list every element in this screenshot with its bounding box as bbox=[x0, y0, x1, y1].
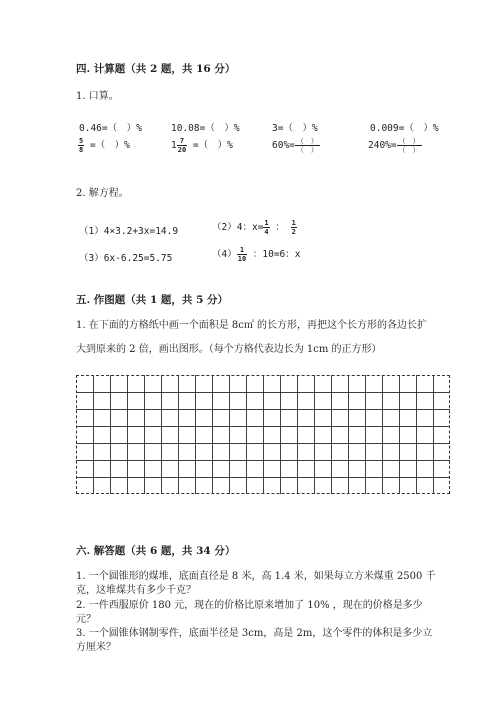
problem-2-line-1: 2. 一件西服原价 180 元，现在的价格比原来增加了 10% ，现在的价格是多少 bbox=[76, 600, 423, 611]
fraction: $\frac{7}{20}$ bbox=[177, 137, 187, 154]
equation-3: （3）6x-6.25=5.75 bbox=[79, 253, 173, 264]
equation-2: （2）4：x= $\frac{1}{4}$ ： $\frac{1}{2}$ bbox=[212, 219, 296, 236]
question-1-label: 1. 口算。 bbox=[76, 91, 119, 102]
oral-calc-item-2: 10.08=（ ）% bbox=[171, 123, 240, 134]
problem-2-line-2: 元？ bbox=[76, 614, 96, 625]
section-4-heading: 四. 计算题（共 2 题，共 16 分） bbox=[76, 63, 236, 75]
fraction-blank: $\frac{( )}{( )}$ bbox=[296, 137, 318, 154]
fraction-blank: $\frac{( )}{( )}$ bbox=[398, 137, 420, 154]
oral-calc-item-1: 0.46=（ ）% bbox=[79, 123, 142, 134]
problem-3-line-2: 方厘米？ bbox=[76, 642, 116, 653]
grid-paper[interactable] bbox=[76, 375, 450, 494]
problem-3-line-1: 3. 一个圆锥体钢制零件，底面半径是 3cm，高是 2m，这个零件的体积是多少立 bbox=[76, 628, 433, 639]
fraction: $\frac{1}{4}$ bbox=[264, 219, 269, 236]
oral-calc-item-7: 60%= $\frac{( )}{( )}$ bbox=[272, 137, 318, 154]
problem-1-line-1: 1. 一个圆锥形的煤堆，底面直径是 8 米，高 1.4 米，如果每立方米煤重 2500 千 bbox=[76, 571, 436, 582]
section-6-heading: 六. 解答题（共 6 题，共 34 分） bbox=[76, 545, 236, 557]
fraction: $\frac{1}{2}$ bbox=[291, 219, 296, 236]
oral-calc-item-5: $\frac{5}{8}$ =（ ）% bbox=[79, 137, 130, 154]
oral-calc-item-3: 3=（ ）% bbox=[272, 123, 318, 134]
fraction: $\frac{1}{10}$ bbox=[237, 246, 247, 263]
oral-calc-item-6: 1 $\frac{7}{20}$ =（ ）% bbox=[171, 137, 233, 154]
section-5-heading: 五. 作图题（共 1 题，共 5 分） bbox=[76, 294, 229, 306]
fraction: $\frac{5}{8}$ bbox=[79, 137, 84, 154]
drawing-question-line-1: 1. 在下面的方格纸中画一个面积是 8c㎡ 的长方形，再把这个长方形的各边长扩 bbox=[76, 320, 428, 331]
oral-calc-item-8: 240%= $\frac{( )}{( )}$ bbox=[368, 137, 420, 154]
equation-1: （1）4×3.2+3x=14.9 bbox=[79, 226, 179, 237]
drawing-question-line-2: 大到原来的 2 倍，画出图形。（每个方格代表边长为 1cm 的正方形） bbox=[76, 344, 382, 355]
problem-1-line-2: 克，这堆煤共有多少千克？ bbox=[76, 585, 196, 596]
equation-4: （4） $\frac{1}{10}$ ：10=6：x bbox=[212, 246, 301, 263]
question-2-label: 2. 解方程。 bbox=[76, 188, 129, 199]
oral-calc-item-4: 0.009=（ ）% bbox=[370, 123, 439, 134]
